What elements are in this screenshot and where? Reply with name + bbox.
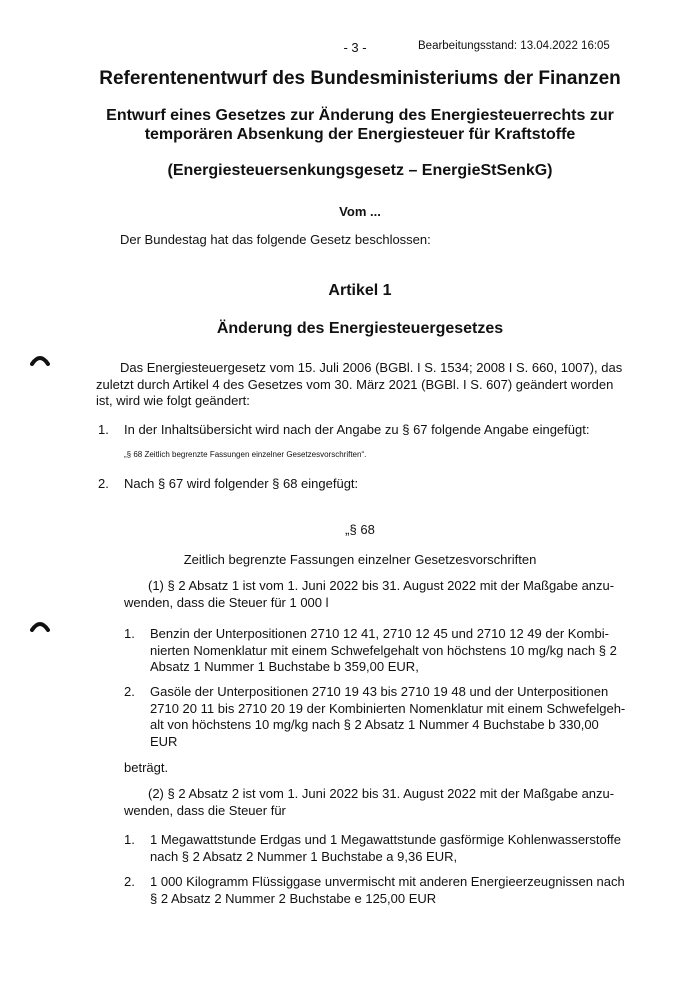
- sub-item-line: nach § 2 Absatz 2 Nummer 1 Buchstabe a 9,36 EUR,: [150, 848, 458, 864]
- sub-item-line: 1 Megawattstunde Erdgas und 1 Megawattstunde gasförmige Kohlenwasserstoffe: [150, 832, 621, 847]
- item-text: Nach § 67 wird folgender § 68 eingefügt:: [124, 476, 359, 491]
- sub-item-line: Gasöle der Unterpositionen 2710 19 43 bis 2710 19 48 und der Unterpositionen: [150, 684, 609, 699]
- paragraph-1-closing: beträgt.: [124, 760, 169, 775]
- paragraph-1-line1: (1) § 2 Absatz 1 ist vom 1. Juni 2022 bis 31. August 2022 mit der Maßgabe anzu-: [148, 578, 615, 593]
- section-label: „§ 68: [345, 522, 375, 537]
- law-title: [90, 106, 630, 144]
- sub-item-line: nierten Nomenklatur mit einem Schwefelgehalt von höchstens 10 mg/kg nach § 2: [150, 642, 617, 658]
- intro-paragraph: [96, 360, 636, 410]
- sub-item-text: [150, 832, 630, 865]
- document-title: Referentenentwurf des Bundesministeriums der Finanzen: [99, 68, 621, 89]
- law-title-line2: temporären Absenkung der Energiesteuer für Kraftstoffe: [144, 126, 576, 143]
- page-number: - 3 -: [343, 40, 367, 55]
- paragraph-1-line2: wenden, dass die Steuer für 1 000 l: [124, 594, 329, 610]
- punch-hole-mark-top: [30, 352, 50, 366]
- sub-item-number: 2.: [124, 874, 135, 889]
- item-text: In der Inhaltsübersicht wird nach der Angabe zu § 67 folgende Angabe eingefügt:: [124, 422, 590, 437]
- sub-item-line: § 2 Absatz 2 Nummer 2 Buchstabe e 125,00 EUR: [150, 890, 437, 906]
- intro-line2: zuletzt durch Artikel 4 des Gesetzes vom 30. März 2021 (BGBl. I S. 607) geändert worden: [96, 376, 614, 392]
- paragraph-2-intro: [124, 786, 624, 819]
- sub-item-number: 1.: [124, 626, 135, 641]
- sub-item-line: Absatz 1 Nummer 1 Buchstabe b 359,00 EUR,: [150, 659, 419, 674]
- item-number: 2.: [98, 476, 109, 491]
- paragraph-2-line1: (2) § 2 Absatz 2 ist vom 1. Juni 2022 bis 31. August 2022 mit der Maßgabe anzu-: [148, 786, 615, 801]
- sub-item-line: EUR: [150, 733, 178, 749]
- punch-hole-mark-bottom: [30, 618, 50, 632]
- preamble: Der Bundestag hat das folgende Gesetz beschlossen:: [120, 232, 431, 247]
- law-short-title: (Energiesteuersenkungsgesetz – EnergieStSenkG): [167, 162, 553, 179]
- sub-item-text: [150, 626, 630, 676]
- sub-item-line: Benzin der Unterpositionen 2710 12 41, 2710 12 45 und 2710 12 49 der Kombi-: [150, 626, 609, 641]
- paragraph-2-line2: wenden, dass die Steuer für: [124, 802, 286, 818]
- item-number: 1.: [98, 422, 109, 437]
- article-title: Änderung des Energiesteuergesetzes: [216, 320, 504, 337]
- sub-item-line: 2710 20 11 bis 2710 20 19 der Kombinierten Nomenklatur mit einem Schwefelgeh-: [150, 700, 626, 716]
- edit-status: Bearbeitungsstand: 13.04.2022 16:05: [418, 40, 610, 52]
- section-title: Zeitlich begrenzte Fassungen einzelner Gesetzesvorschriften: [183, 552, 537, 567]
- law-title-line1: Entwurf eines Gesetzes zur Änderung des Energiesteuerrechts zur: [106, 107, 614, 124]
- paragraph-1-intro: [124, 578, 624, 611]
- date-line: Vom ...: [339, 204, 381, 219]
- sub-item-line: alt von höchstens 10 mg/kg nach § 2 Absatz 1 Nummer 4 Buchstabe b 330,00: [150, 717, 599, 732]
- sub-item-line: 1 000 Kilogramm Flüssiggase unvermischt mit anderen Energieerzeugnissen nach: [150, 874, 625, 889]
- sub-item-text: [150, 684, 630, 750]
- sub-item-number: 1.: [124, 832, 135, 847]
- sub-item-text: [150, 874, 630, 907]
- sub-item-number: 2.: [124, 684, 135, 699]
- intro-line1: Das Energiesteuergesetz vom 15. Juli 2006 (BGBl. I S. 1534; 2008 I S. 660, 1007), das: [120, 360, 623, 375]
- intro-line3: ist, wird wie folgt geändert:: [96, 393, 250, 408]
- article-label: Artikel 1: [328, 282, 392, 299]
- inserted-quote: „§ 68 Zeitlich begrenzte Fassungen einzelner Gesetzesvorschriften“.: [124, 450, 367, 459]
